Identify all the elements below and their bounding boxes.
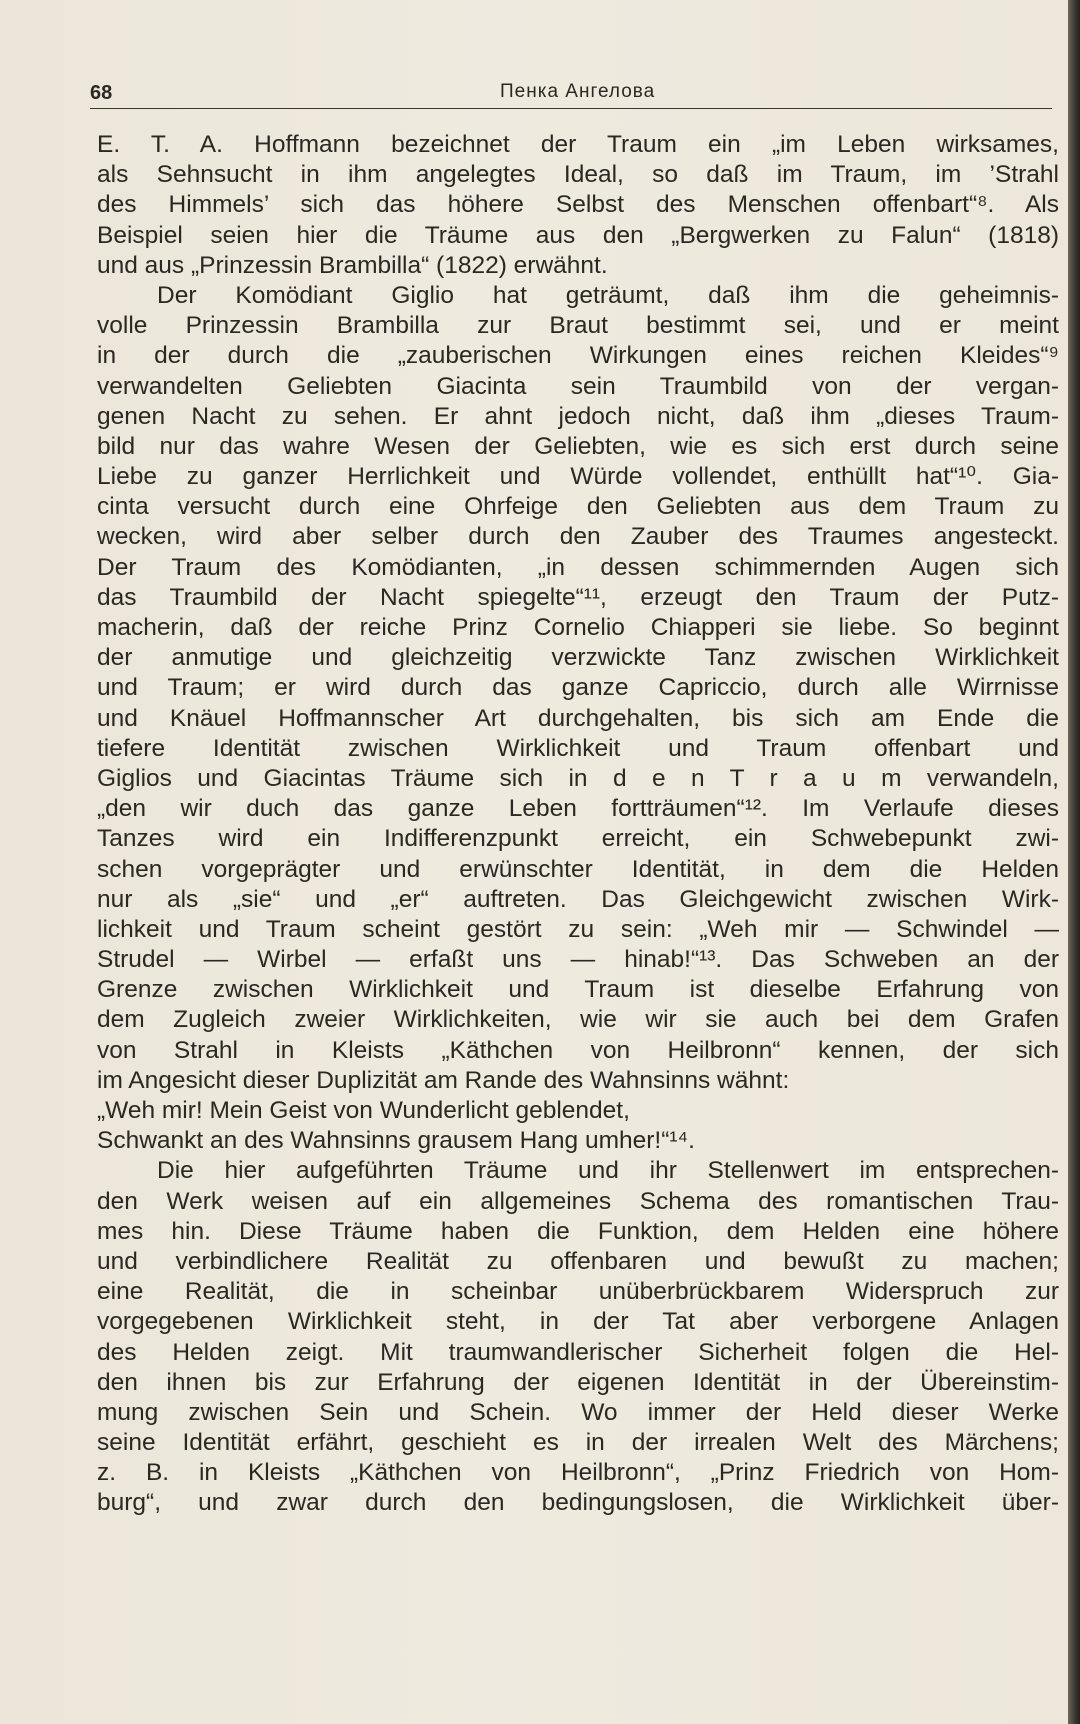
text-line: als Sehnsucht in ihm angelegtes Ideal, so daß im Traum, im ’Strahl [97, 161, 1059, 189]
text-line: das Traumbild der Nacht spiegelte“¹¹, erzeugt den Traum der Putz- [97, 583, 1059, 611]
text-line: burg“, und zwar durch den bedingungslosen, die Wirklichkeit über- [97, 1489, 1059, 1517]
text-line: „den wir duch das ganze Leben fortträumen“¹². Im Verlaufe dieses [97, 795, 1059, 823]
text-line: Strudel — Wirbel — erfaßt uns — hinab!“¹³. Das Schweben an der [97, 946, 1059, 974]
body-text [97, 130, 1059, 1519]
text-line: cinta versucht durch eine Ohrfeige den Geliebten aus dem Traum zu [97, 493, 1059, 521]
text-line: des Helden zeigt. Mit traumwandlerischer Sicherheit folgen die Hel- [97, 1338, 1059, 1366]
text-line: Der Komödiant Giglio hat geträumt, daß ihm die geheimnis- [157, 281, 1059, 309]
text-line: „Weh mir! Mein Geist von Wunderlicht geblendet, [97, 1097, 630, 1124]
text-line: Der Traum des Komödianten, „in dessen schimmernden Augen sich [97, 553, 1059, 581]
text-line: Grenze zwischen Wirklichkeit und Traum ist dieselbe Erfahrung von [97, 976, 1059, 1004]
book-spine-edge [1068, 0, 1080, 1724]
text-line: eine Realität, die in scheinbar unüberbrückbarem Widerspruch zur [97, 1278, 1059, 1306]
text-line: schen vorgeprägter und erwünschter Identität, in dem die Helden [97, 855, 1059, 883]
text-line: lichkeit und Traum scheint gestört zu sein: „Weh mir — Schwindel — [97, 915, 1059, 943]
text-line: und verbindlichere Realität zu offenbaren und bewußt zu machen; [97, 1247, 1059, 1275]
page-header [90, 78, 1056, 112]
text-line: macherin, daß der reiche Prinz Cornelio Chiapperi sie liebe. So beginnt [97, 614, 1059, 641]
text-line: dem Zugleich zweier Wirklichkeiten, wie wir sie auch bei dem Grafen [97, 1006, 1059, 1034]
text-line: der anmutige und gleichzeitig verzwickte Tanz zwischen Wirklichkeit [97, 644, 1059, 672]
text-line: des Himmels’ sich das höhere Selbst des Menschen offenbart“⁸. Als [97, 191, 1059, 219]
text-line: mung zwischen Sein und Schein. Wo immer der Held dieser Werke [97, 1398, 1059, 1426]
text-line: vorgegebenen Wirklichkeit steht, in der Tat aber verborgene Anlagen [97, 1308, 1059, 1336]
text-line: im Angesicht dieser Duplizität am Rande des Wahnsinns wähnt: [97, 1066, 790, 1094]
page-number: 68 [90, 82, 113, 104]
text-line: in der durch die „zauberischen Wirkungen eines reichen Kleides“⁹ [97, 342, 1059, 370]
text-line: Schwankt an des Wahnsinns grausem Hang umher!“¹⁴. [97, 1127, 695, 1155]
header-rule [90, 108, 1052, 109]
running-head: Пенка Ангелова [500, 81, 656, 102]
text-line: mes hin. Diese Träume haben die Funktion, dem Helden eine höhere [97, 1217, 1059, 1245]
text-line: seine Identität erfährt, geschieht es in der irrealen Welt des Märchens; [97, 1429, 1059, 1457]
text-line: volle Prinzessin Brambilla zur Braut bestimmt sei, und er meint [97, 312, 1059, 340]
text-line: verwandelten Geliebten Giacinta sein Traumbild von der vergan- [97, 372, 1059, 400]
text-line: Liebe zu ganzer Herrlichkeit und Würde vollendet, enthüllt hat“¹⁰. Gia- [97, 463, 1059, 491]
text-line: Beispiel seien hier die Träume aus den „Bergwerken zu Falun“ (1818) [97, 221, 1059, 249]
text-line: den Werk weisen auf ein allgemeines Schema des romantischen Trau- [97, 1187, 1059, 1215]
text-line: und aus „Prinzessin Brambilla“ (1822) erwähnt. [97, 251, 608, 279]
text-line: von Strahl in Kleists „Käthchen von Heilbronn“ kennen, der sich [97, 1036, 1059, 1064]
text-line: E. T. A. Hoffmann bezeichnet der Traum ein „im Leben wirksames, [97, 131, 1059, 158]
text-line: Die hier aufgeführten Träume und ihr Stellenwert im entsprechen- [157, 1157, 1059, 1185]
text-line: z. B. in Kleists „Käthchen von Heilbronn“, „Prinz Friedrich von Hom- [97, 1459, 1059, 1487]
text-line: bild nur das wahre Wesen der Geliebten, wie es sich erst durch seine [97, 432, 1059, 460]
text-line: Giglios und Giacintas Träume sich in d e n T r a u m verwandeln, [97, 764, 1059, 792]
text-line: und Traum; er wird durch das ganze Capriccio, durch alle Wirrnisse [97, 674, 1059, 702]
text-line: wecken, wird aber selber durch den Zauber des Traumes angesteckt. [97, 523, 1059, 551]
text-line: tiefere Identität zwischen Wirklichkeit und Traum offenbart und [97, 734, 1059, 762]
text-line: genen Nacht zu sehen. Er ahnt jedoch nicht, daß ihm „dieses Traum- [97, 402, 1059, 430]
text-line: und Knäuel Hoffmannscher Art durchgehalten, bis sich am Ende die [97, 704, 1059, 732]
text-line: Tanzes wird ein Indifferenzpunkt erreicht, ein Schwebepunkt zwi- [97, 825, 1059, 853]
text-line: nur als „sie“ und „er“ auftreten. Das Gleichgewicht zwischen Wirk- [97, 885, 1059, 913]
text-line: den ihnen bis zur Erfahrung der eigenen Identität in der Übereinstim- [97, 1368, 1059, 1396]
